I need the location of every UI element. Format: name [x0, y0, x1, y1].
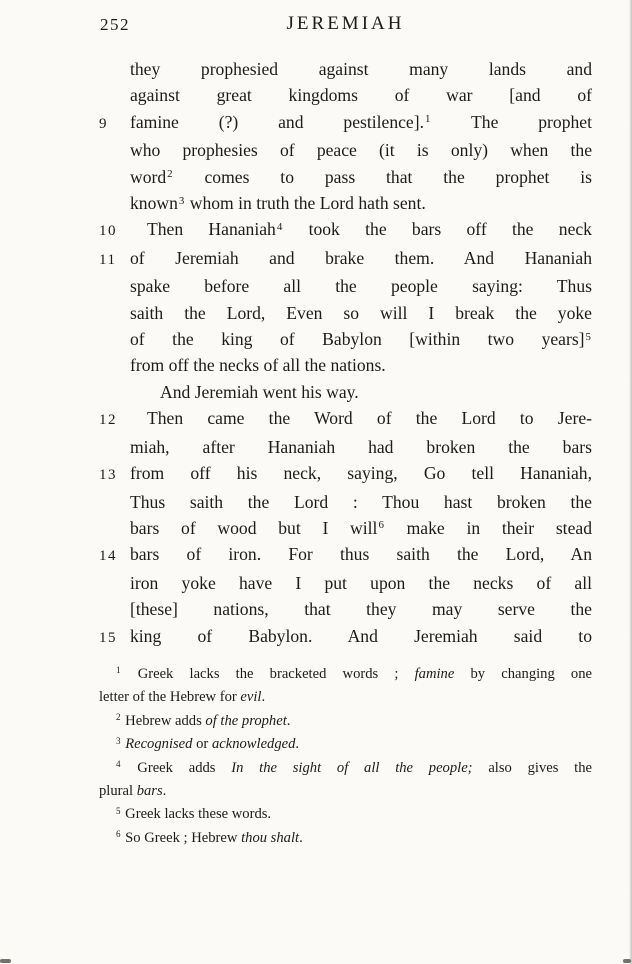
text-segment: of Jeremiah and brake them. And Hananiah: [130, 247, 592, 268]
line-text: [130, 352, 592, 378]
text-line: [99, 405, 592, 433]
line-text: [130, 489, 592, 515]
verse-number: 15: [99, 629, 117, 646]
italic-text: famine: [414, 666, 455, 682]
text-segment: .: [162, 783, 167, 800]
verse-number: [99, 137, 125, 163]
text-segment: they prophesied against many lands and: [130, 59, 592, 79]
footnote-line: [99, 686, 592, 709]
footnote-line: [99, 663, 592, 686]
text-line: [99, 216, 592, 244]
line-text: [130, 379, 592, 405]
text-segment: make in their stead: [384, 517, 592, 538]
text-segment: Then came the Word of the Lord to Jere-: [147, 408, 592, 429]
text-line: [99, 541, 592, 569]
footnote-marker: 6: [378, 519, 384, 532]
verse-number: [99, 434, 125, 460]
text-segment: of the king of Babylon [within two years]: [130, 329, 585, 350]
italic-text: of the prophet: [205, 712, 287, 729]
line-text: [99, 803, 592, 826]
italic-text: bars: [136, 783, 163, 800]
text-segment: .: [299, 829, 303, 846]
text-segment: Greek adds: [121, 759, 232, 776]
text-line: [99, 326, 592, 352]
text-segment: Greek lacks the bracketed words ;: [121, 666, 415, 682]
text-segment: bars of wood but I will: [130, 517, 378, 538]
text-line: [99, 190, 592, 216]
line-text: [130, 216, 592, 244]
verse-number: [99, 190, 125, 216]
text-line: [99, 56, 592, 82]
italic-text: In the sight of all the people;: [231, 759, 473, 776]
text-segment: word: [130, 166, 167, 187]
footnote-marker: 5: [116, 805, 121, 816]
footnote-line: [99, 733, 592, 756]
verse-number: [99, 56, 125, 82]
footnote-marker: 2: [116, 712, 121, 723]
scan-artifact: [0, 959, 11, 963]
text-segment: king of Babylon. And Jeremiah said to: [130, 625, 592, 646]
verse-number: 14: [99, 548, 117, 565]
verse-number: [99, 82, 125, 108]
text-line: [99, 137, 592, 163]
text-segment: took the bars off the neck: [283, 219, 592, 240]
line-text: [130, 56, 592, 82]
line-text: [130, 596, 592, 622]
line-text: [130, 273, 592, 299]
line-text: [99, 827, 592, 850]
verse-number: [99, 326, 125, 352]
text-segment: The prophet: [431, 111, 593, 132]
verse-number: [99, 164, 125, 190]
line-text: [99, 663, 592, 686]
text-segment: Then Hananiah: [147, 219, 276, 240]
text-segment: .: [295, 736, 300, 753]
footnote-marker: 4: [276, 220, 283, 233]
line-text: [130, 515, 592, 541]
verse-number: 10: [99, 223, 117, 240]
verse-number: 12: [99, 412, 117, 429]
text-segment: letter of the Hebrew for: [99, 689, 241, 706]
line-text: [130, 137, 592, 163]
verse-number: [99, 273, 125, 299]
footnote-marker: 3: [178, 194, 185, 207]
body-text: [99, 56, 592, 651]
scan-artifact: [623, 959, 631, 963]
footnote-marker: 1: [425, 113, 431, 126]
text-segment: famine (?) and pestilence].: [130, 111, 425, 132]
line-text: [99, 710, 592, 733]
verse-number: [99, 489, 125, 515]
footnote-marker: 2: [167, 168, 173, 181]
footnote-line: [99, 780, 592, 803]
verse-number: [99, 352, 125, 378]
footnote-marker: 4: [116, 759, 121, 770]
line-text: [130, 190, 592, 216]
text-line: [99, 379, 592, 405]
text-line: [99, 82, 592, 108]
line-text: [130, 623, 592, 651]
line-text: [130, 245, 592, 273]
verse-number: [99, 596, 125, 622]
footnote-marker: 1: [116, 665, 121, 676]
line-text: [99, 780, 592, 803]
text-segment: known: [130, 193, 178, 214]
text-segment: who prophesies of peace (it is only) when the: [130, 140, 592, 161]
italic-text: thou shalt: [241, 829, 300, 846]
text-segment: comes to pass that the prophet is: [173, 166, 592, 187]
text-line: [99, 109, 592, 137]
text-line: [99, 352, 592, 378]
line-text: [130, 460, 592, 488]
line-text: [130, 164, 592, 190]
text-segment: spake before all the people saying: Thus: [130, 276, 592, 297]
text-line: [99, 489, 592, 515]
text-line: [99, 570, 592, 596]
text-segment: or: [192, 736, 212, 753]
text-segment: iron yoke have I put upon the necks of all: [130, 572, 592, 593]
footnote-line: [99, 827, 592, 850]
footnote-marker: 3: [116, 735, 121, 746]
text-segment: by changing one: [454, 666, 592, 682]
text-segment: Hebrew adds: [121, 712, 206, 729]
text-segment: Greek lacks these words.: [121, 806, 272, 823]
text-line: [99, 596, 592, 622]
verse-number: 9: [99, 115, 108, 132]
verse-number: 13: [99, 467, 117, 484]
text-segment: from off the necks of all the nations.: [130, 355, 386, 376]
text-segment: So Greek ; Hebrew: [121, 829, 242, 846]
text-segment: plural: [99, 783, 137, 800]
text-line: [99, 245, 592, 273]
verse-number: [99, 379, 125, 405]
line-text: [130, 300, 592, 326]
footnote-marker: 6: [116, 829, 121, 840]
text-line: [99, 434, 592, 460]
italic-text: evil: [240, 689, 262, 706]
text-segment: [these] nations, that they may serve the: [130, 599, 592, 620]
page-header: [99, 12, 592, 38]
line-text: [99, 757, 592, 780]
line-text: [99, 733, 592, 756]
verse-number: [99, 300, 125, 326]
text-segment: Thus saith the Lord : Thou hast broken the: [130, 491, 592, 512]
text-segment: from off his neck, saying, Go tell Hananiah,: [130, 463, 592, 484]
text-segment: saith the Lord, Even so will I break the yoke: [130, 302, 592, 323]
line-text: [130, 326, 592, 352]
running-title: JEREMIAH: [286, 13, 405, 34]
text-line: [99, 515, 592, 541]
text-segment: And Jeremiah went his way.: [160, 381, 359, 402]
footnote-marker: 5: [585, 330, 591, 343]
line-text: [130, 405, 592, 433]
footnote-line: [99, 803, 592, 826]
text-line: [99, 273, 592, 299]
footnotes: [99, 663, 592, 850]
verse-number: [99, 515, 125, 541]
line-text: [99, 686, 592, 709]
line-text: [130, 570, 592, 596]
italic-text: Recognised: [125, 736, 193, 753]
line-text: [130, 82, 592, 108]
text-line: [99, 300, 592, 326]
footnote-line: [99, 757, 592, 780]
footnote-line: [99, 710, 592, 733]
page-number: 252: [100, 15, 130, 34]
text-segment: bars of iron. For thus saith the Lord, An: [130, 544, 592, 565]
text-line: [99, 623, 592, 651]
verse-number: [99, 570, 125, 596]
verse-number: 11: [99, 251, 117, 268]
text-segment: whom in truth the Lord hath sent.: [185, 193, 426, 214]
text-segment: miah, after Hananiah had broken the bars: [130, 436, 592, 457]
text-segment: .: [261, 689, 266, 706]
text-line: [99, 164, 592, 190]
text-line: [99, 460, 592, 488]
italic-text: acknowledged: [211, 736, 296, 753]
text-segment: .: [286, 712, 291, 729]
text-segment: also gives the: [472, 759, 592, 776]
line-text: [130, 109, 592, 137]
line-text: [130, 434, 592, 460]
line-text: [130, 541, 592, 569]
text-segment: against great kingdoms of war [and of: [130, 85, 592, 106]
